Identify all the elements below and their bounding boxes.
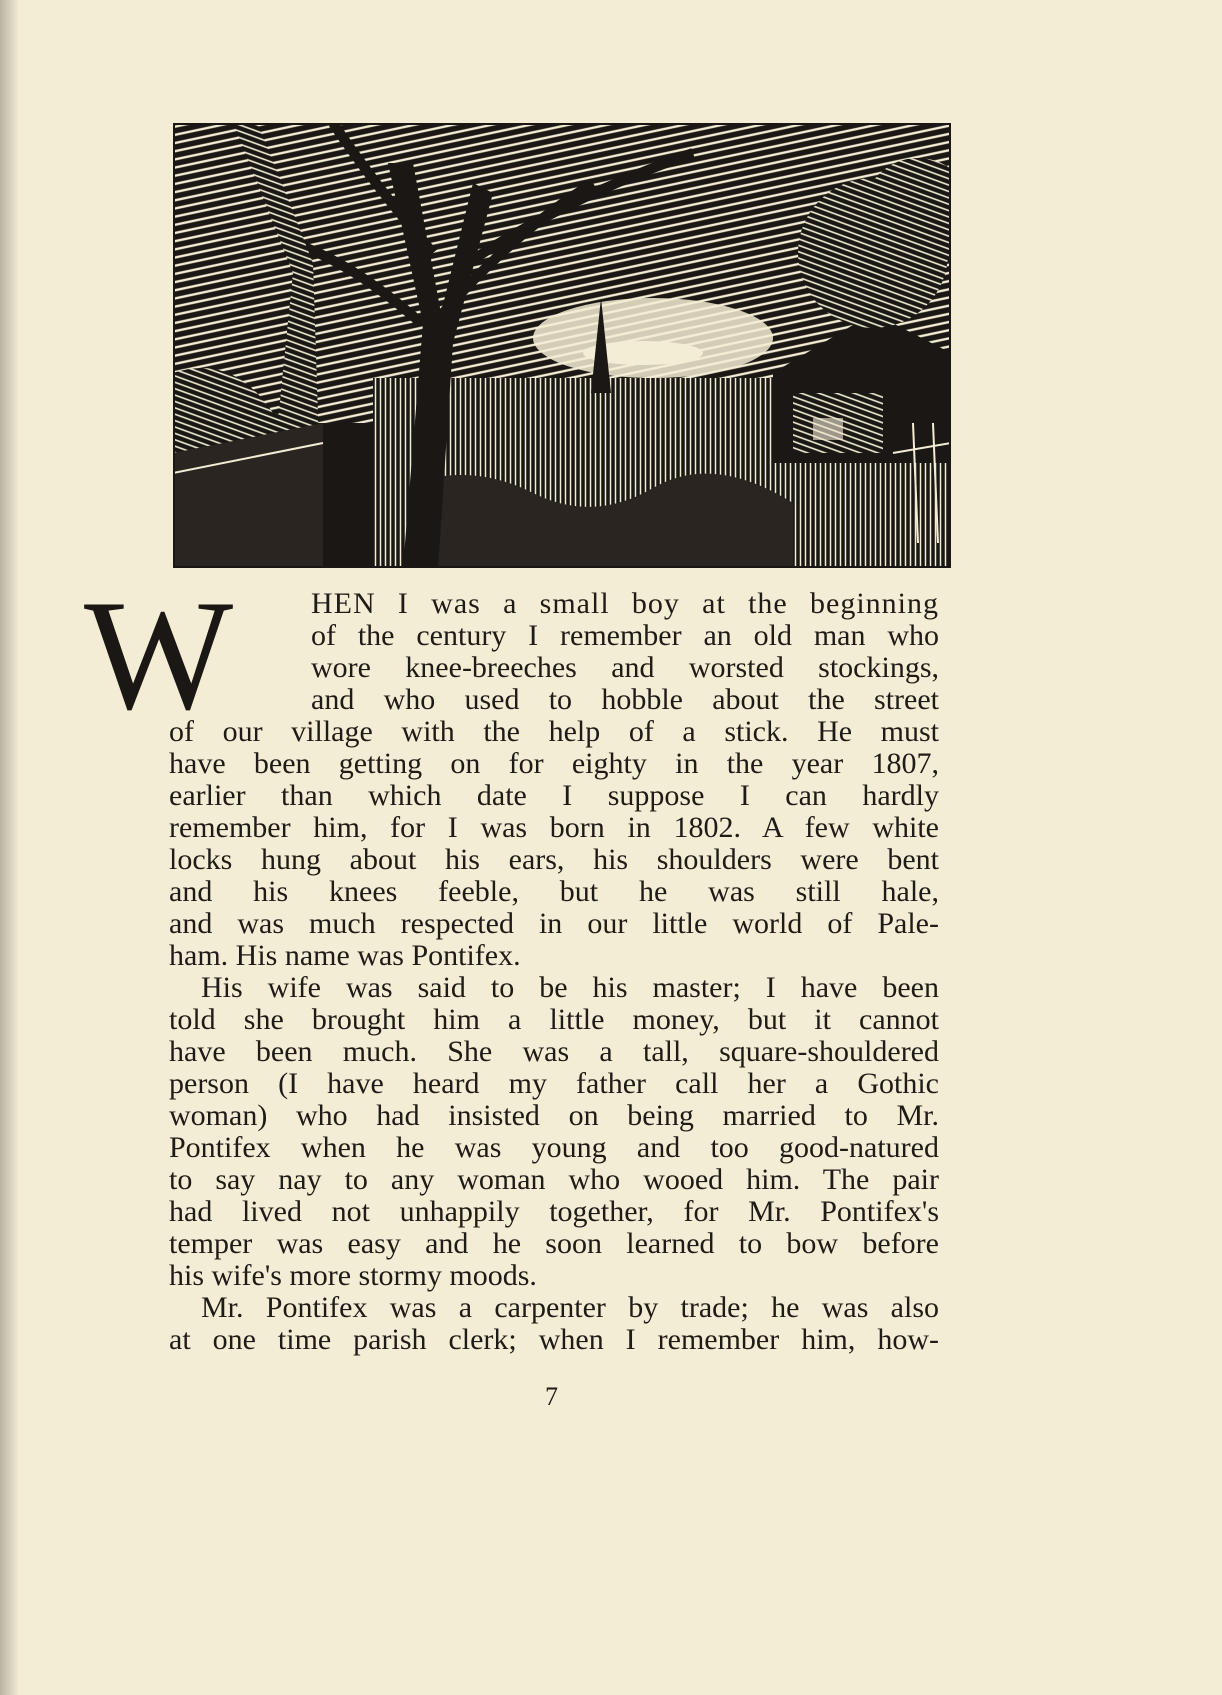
text-line: earlier than which date I suppose I can hardly (169, 779, 939, 812)
text-line: HEN I was a small boy at the beginning (311, 587, 939, 620)
text-line: have been much. She was a tall, square-shouldered (169, 1035, 939, 1068)
page-gutter (0, 0, 18, 1695)
text-line: Pontifex when he was young and too good-natured (169, 1131, 939, 1164)
text-line: of the century I remember an old man who (311, 619, 939, 652)
text-line: temper was easy and he soon learned to bow before (169, 1227, 939, 1260)
page-number: 7 (545, 1382, 558, 1411)
text-line: His wife was said to be his master; I have been (201, 971, 939, 1004)
woodcut-landscape-icon (173, 123, 951, 568)
drop-cap: W (84, 568, 234, 743)
text-line: person (I have heard my father call her a Gothic (169, 1067, 939, 1100)
text-line: had lived not unhappily together, for Mr. Pontifex's (169, 1195, 939, 1228)
text-line: and was much respected in our little world of Pale- (169, 907, 939, 940)
text-line: of our village with the help of a stick. He must (169, 715, 939, 748)
text-line: woman) who had insisted on being married to Mr. (169, 1099, 939, 1132)
text-line: at one time parish clerk; when I remember him, how- (169, 1323, 939, 1356)
text-line: his wife's more stormy moods. (169, 1259, 537, 1292)
text-line: told she brought him a little money, but it cannot (169, 1003, 939, 1036)
body-text (169, 588, 939, 1356)
text-line: ham. His name was Pontifex. (169, 939, 521, 972)
text-line: and who used to hobble about the street (311, 683, 939, 716)
text-line: locks hung about his ears, his shoulders were bent (169, 843, 939, 876)
text-line: wore knee-breeches and worsted stockings, (311, 651, 939, 684)
text-line: Mr. Pontifex was a carpenter by trade; he was also (201, 1291, 939, 1324)
text-line: remember him, for I was born in 1802. A few white (169, 811, 939, 844)
text-line: have been getting on for eighty in the year 1807, (169, 747, 939, 780)
text-line: and his knees feeble, but he was still hale, (169, 875, 939, 908)
text-line: to say nay to any woman who wooed him. The pair (169, 1163, 939, 1196)
